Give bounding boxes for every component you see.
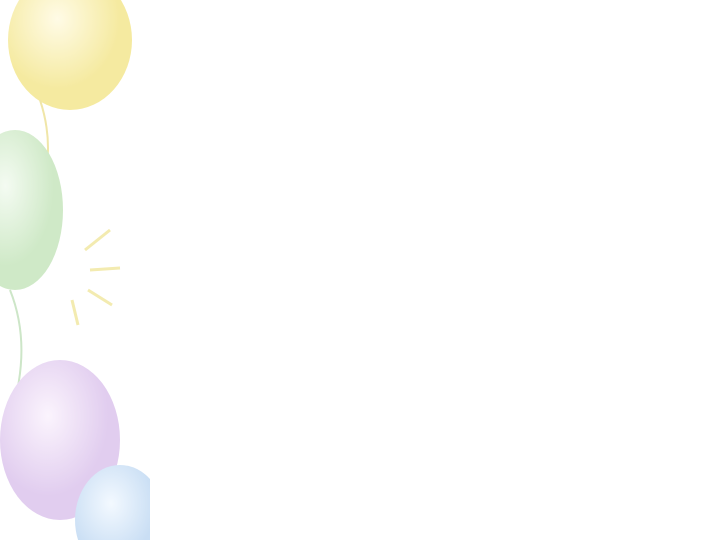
balloon-decoration (0, 0, 150, 540)
